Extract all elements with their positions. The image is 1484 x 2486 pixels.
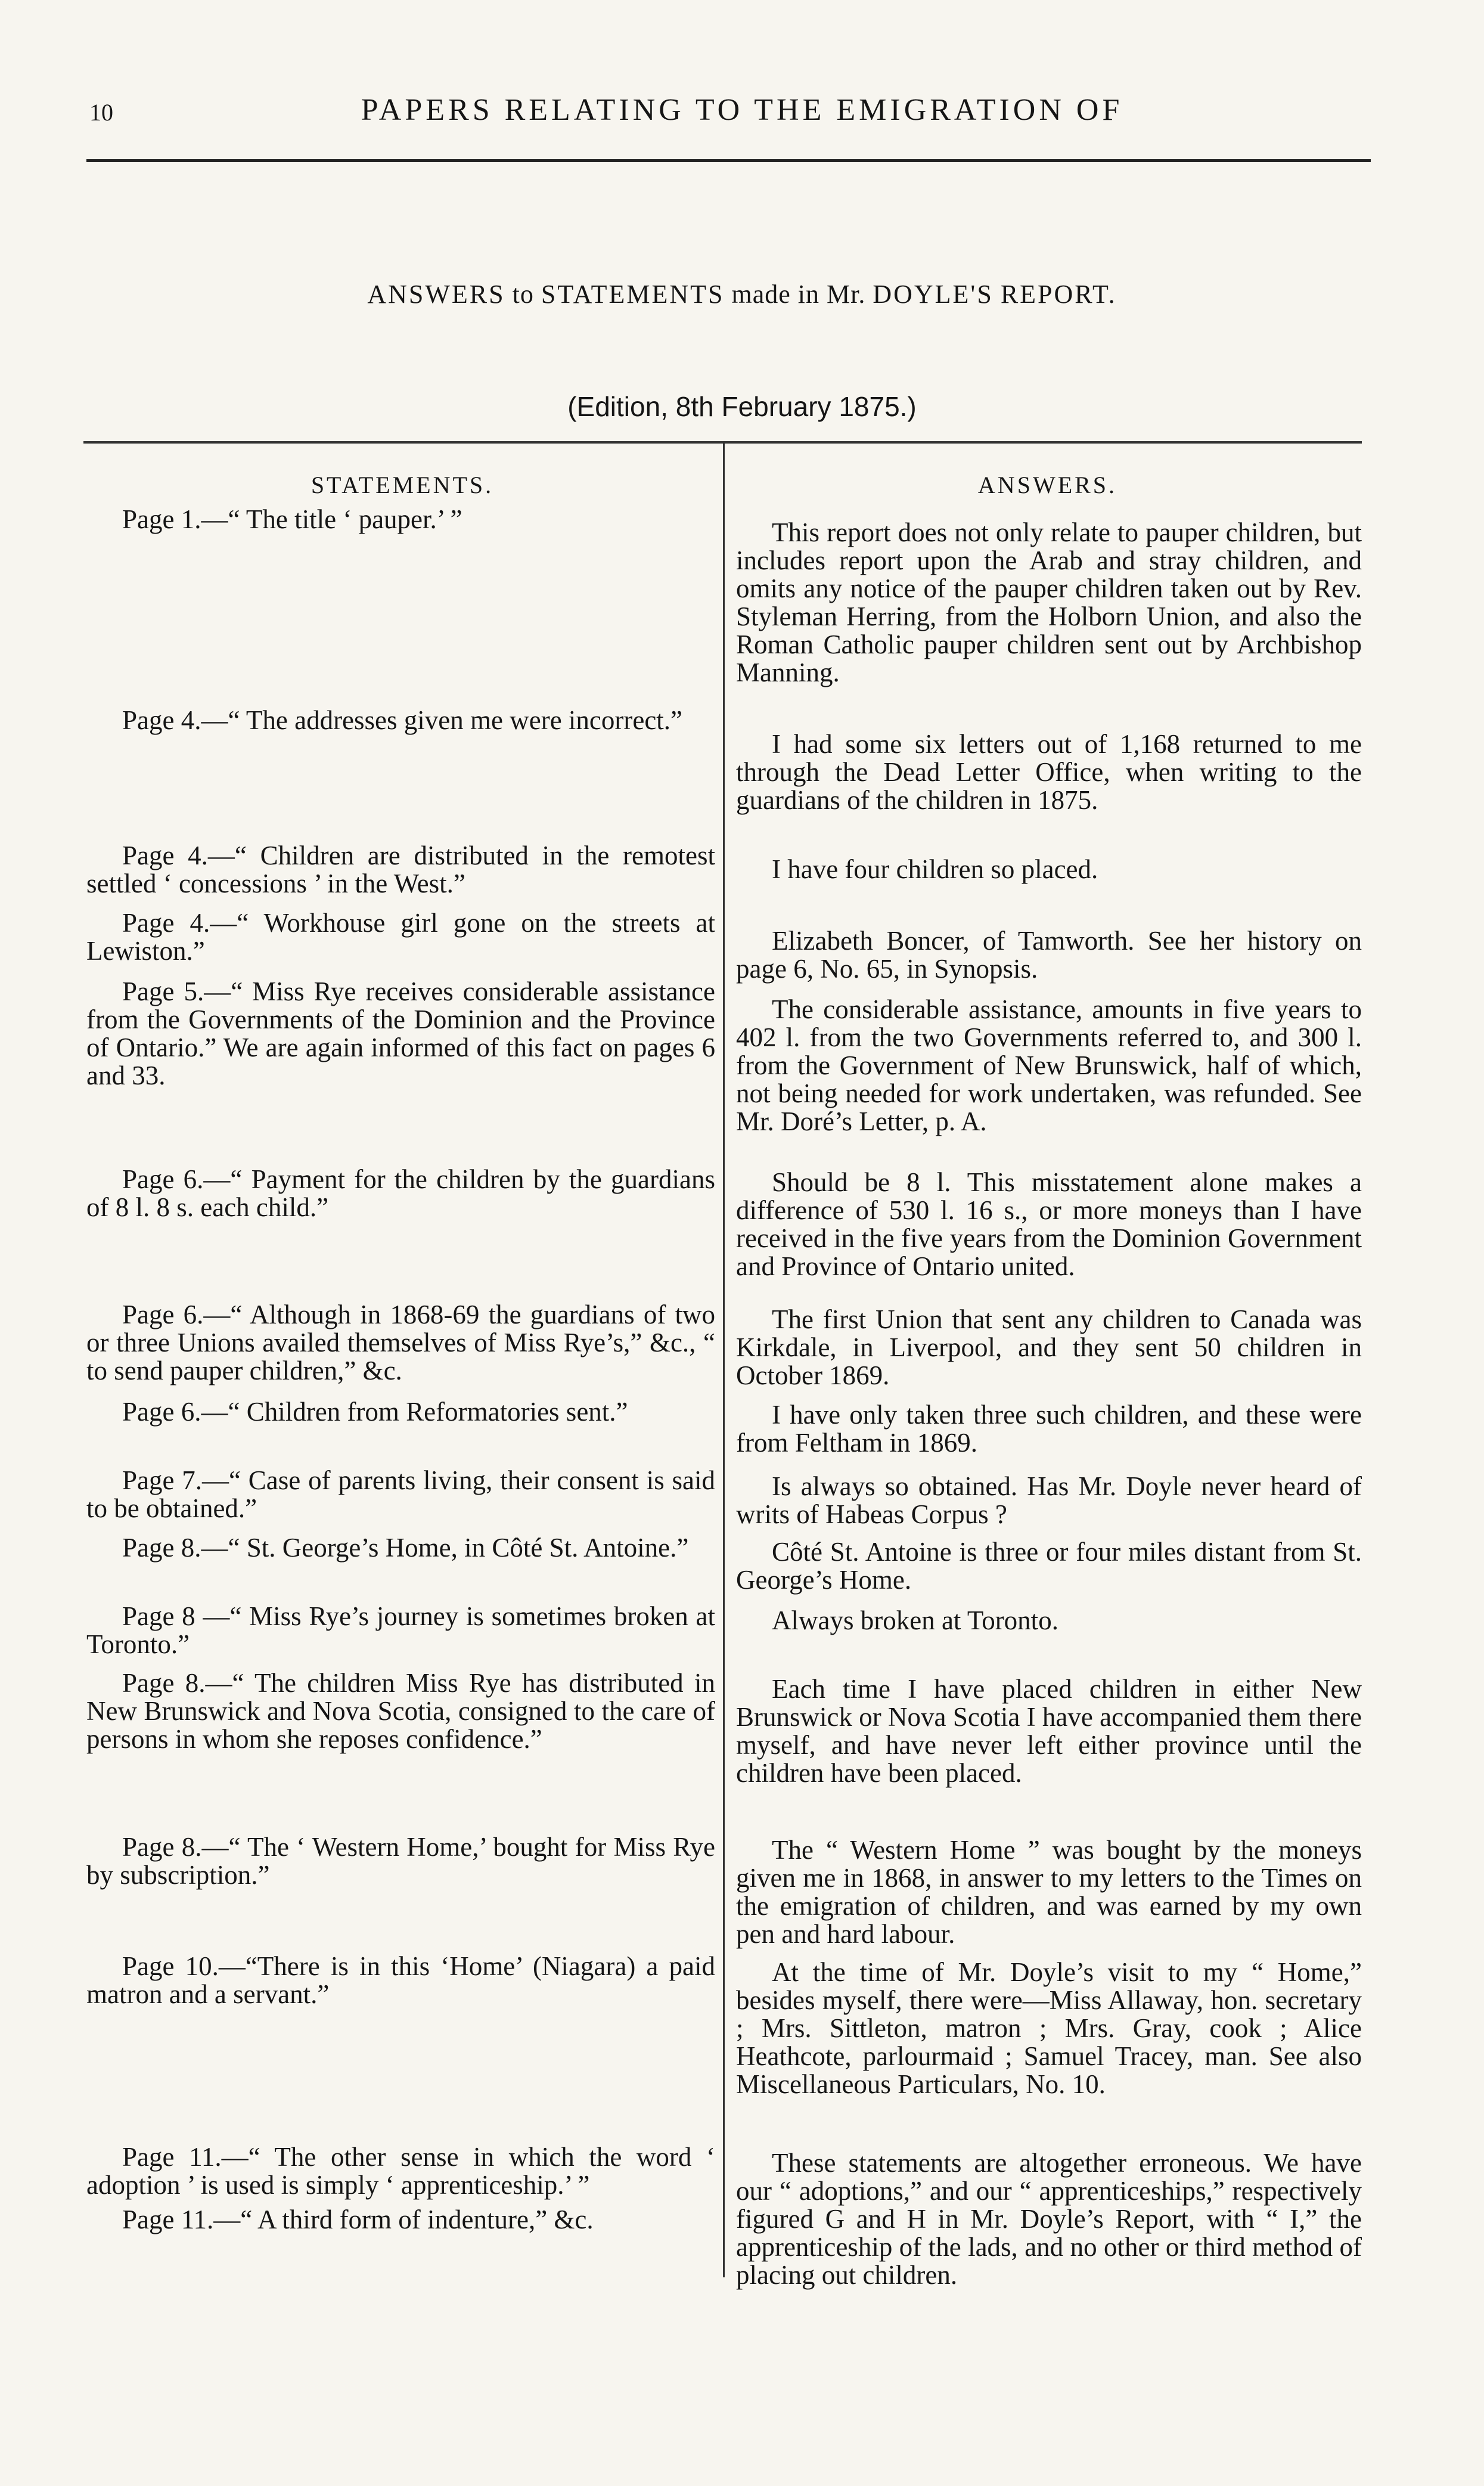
answer-entry: I have four children so placed. bbox=[772, 854, 1098, 884]
statements-heading: STATEMENTS. bbox=[311, 472, 494, 498]
answer-entry: This report does not only relate to pauper children, but includes report upon the Arab and stray children, and omits any notice of the pauper children taken out by Rev. Styleman Herring, from the Holborn Union, and also the Roman Catholic pauper children sent out by Archbishop Manning. bbox=[736, 517, 1362, 687]
title-statements: STATEMENTS bbox=[541, 280, 725, 309]
statement-entry: Page 5.—“ Miss Rye receives considerable assistance from the Governments of the Dominion and the Province of Ontario.” We are again informed of this fact on pages 6 and 33. bbox=[86, 977, 715, 1090]
answer-entry: These statements are altogether erroneous. We have our “ adoptions,” and our “ apprenticeships,” respectively figured G and H in Mr. Doyle’s Report, with “ I,” the apprenticeship of the lads, and no other or third method of placing out children. bbox=[736, 2148, 1362, 2290]
statement-entry: Page 7.—“ Case of parents living, their consent is said to be obtained.” bbox=[86, 1465, 715, 1523]
edition-line: (Edition, 8th February 1875.) bbox=[567, 391, 917, 422]
title-report: REPORT. bbox=[1000, 280, 1117, 309]
statement-entry: Page 11.—“ The other sense in which the word ‘ adoption ’ is used is simply ‘ apprenticeship.’ ” bbox=[86, 2142, 715, 2200]
statement-entry: Page 8 —“ Miss Rye’s journey is sometimes broken at Toronto.” bbox=[86, 1601, 715, 1659]
answer-entry: I have only taken three such children, and these were from Feltham in 1869. bbox=[736, 1400, 1362, 1458]
answer-entry: The first Union that sent any children to Canada was Kirkdale, in Liverpool, and they sent 50 children in October 1869. bbox=[736, 1304, 1362, 1390]
statement-entry: Page 6.—“ Payment for the children by the guardians of 8 l. 8 s. each child.” bbox=[86, 1164, 715, 1222]
header-rule bbox=[86, 159, 1371, 162]
statement-entry: Page 8.—“ The ‘ Western Home,’ bought for Miss Rye by subscription.” bbox=[86, 1832, 715, 1890]
page-header bbox=[0, 92, 1484, 146]
answer-entry: Elizabeth Boncer, of Tamworth. See her history on page 6, No. 65, in Synopsis. bbox=[736, 926, 1362, 984]
document-title bbox=[0, 279, 1484, 309]
running-title: PAPERS RELATING TO THE EMIGRATION OF bbox=[361, 93, 1123, 127]
statement-entry: Page 1.—“ The title ‘ pauper.’ ” bbox=[122, 504, 462, 534]
column-divider bbox=[723, 441, 725, 2277]
answer-entry: The “ Western Home ” was bought by the moneys given me in 1868, in answer to my letters to the Times on the emigration of children, and was earned by my own pen and hard labour. bbox=[736, 1835, 1362, 1949]
answer-entry: Côté St. Antoine is three or four miles distant from St. George’s Home. bbox=[736, 1537, 1362, 1595]
statement-entry: Page 4.—“ The addresses given me were incorrect.” bbox=[122, 705, 683, 735]
answer-entry: Always broken at Toronto. bbox=[772, 1605, 1058, 1635]
statement-entry: Page 8.—“ St. George’s Home, in Côté St. Antoine.” bbox=[122, 1533, 689, 1563]
answer-entry: The considerable assistance, amounts in five years to 402 l. from the two Governments referred to, and 300 l. from the Government of New Brunswick, half of which, not being needed for work undertaken, was refunded. See Mr. Doré’s Letter, p. A. bbox=[736, 994, 1362, 1136]
title-doyle: DOYLE'S bbox=[873, 280, 994, 309]
answer-entry: I had some six letters out of 1,168 returned to me through the Dead Letter Office, when writing to the guardians of the children in 1875. bbox=[736, 729, 1362, 815]
page-number: 10 bbox=[89, 99, 113, 126]
answer-entry: Each time I have placed children in either New Brunswick or Nova Scotia I have accompanied them there myself, and have never left either province until the children have been placed. bbox=[736, 1674, 1362, 1788]
statement-entry: Page 4.—“ Workhouse girl gone on the streets at Lewiston.” bbox=[86, 908, 715, 966]
answer-entry: Should be 8 l. This misstatement alone makes a difference of 530 l. 16 s., or more moneys than I have received in the five years from the Dominion Government and Province of Ontario united. bbox=[736, 1167, 1362, 1281]
title-made-in: made in Mr. bbox=[731, 280, 866, 309]
statement-entry: Page 11.—“ A third form of indenture,” &c. bbox=[122, 2205, 594, 2234]
answers-heading: ANSWERS. bbox=[977, 472, 1117, 498]
statement-entry: Page 6.—“ Although in 1868-69 the guardians of two or three Unions availed themselves of Miss Rye’s,” &c., “ to send pauper children,” &c. bbox=[86, 1300, 715, 1385]
statement-entry: Page 8.—“ The children Miss Rye has distributed in New Brunswick and Nova Scotia, consigned to the care of persons in whom she reposes confidence.” bbox=[86, 1668, 715, 1754]
statement-entry: Page 10.—“There is in this ‘Home’ (Niagara) a paid matron and a servant.” bbox=[86, 1951, 715, 2009]
title-to: to bbox=[512, 280, 534, 309]
answer-entry: Is always so obtained. Has Mr. Doyle never heard of writs of Habeas Corpus ? bbox=[736, 1471, 1362, 1529]
statement-entry: Page 6.—“ Children from Reformatories sent.” bbox=[122, 1397, 628, 1427]
statement-entry: Page 4.—“ Children are distributed in the remotest settled ‘ concessions ’ in the West.” bbox=[86, 841, 715, 898]
title-answers: ANSWERS bbox=[367, 280, 505, 309]
answer-entry: At the time of Mr. Doyle’s visit to my “ Home,” besides myself, there were—Miss Allaway, hon. secretary ; Mrs. Sittleton, matron ; Mrs. Gray, cook ; Alice Heathcote, parlourmaid ; Samuel Tracey, man. See also Miscellaneous Particulars, No. 10. bbox=[736, 1957, 1362, 2099]
